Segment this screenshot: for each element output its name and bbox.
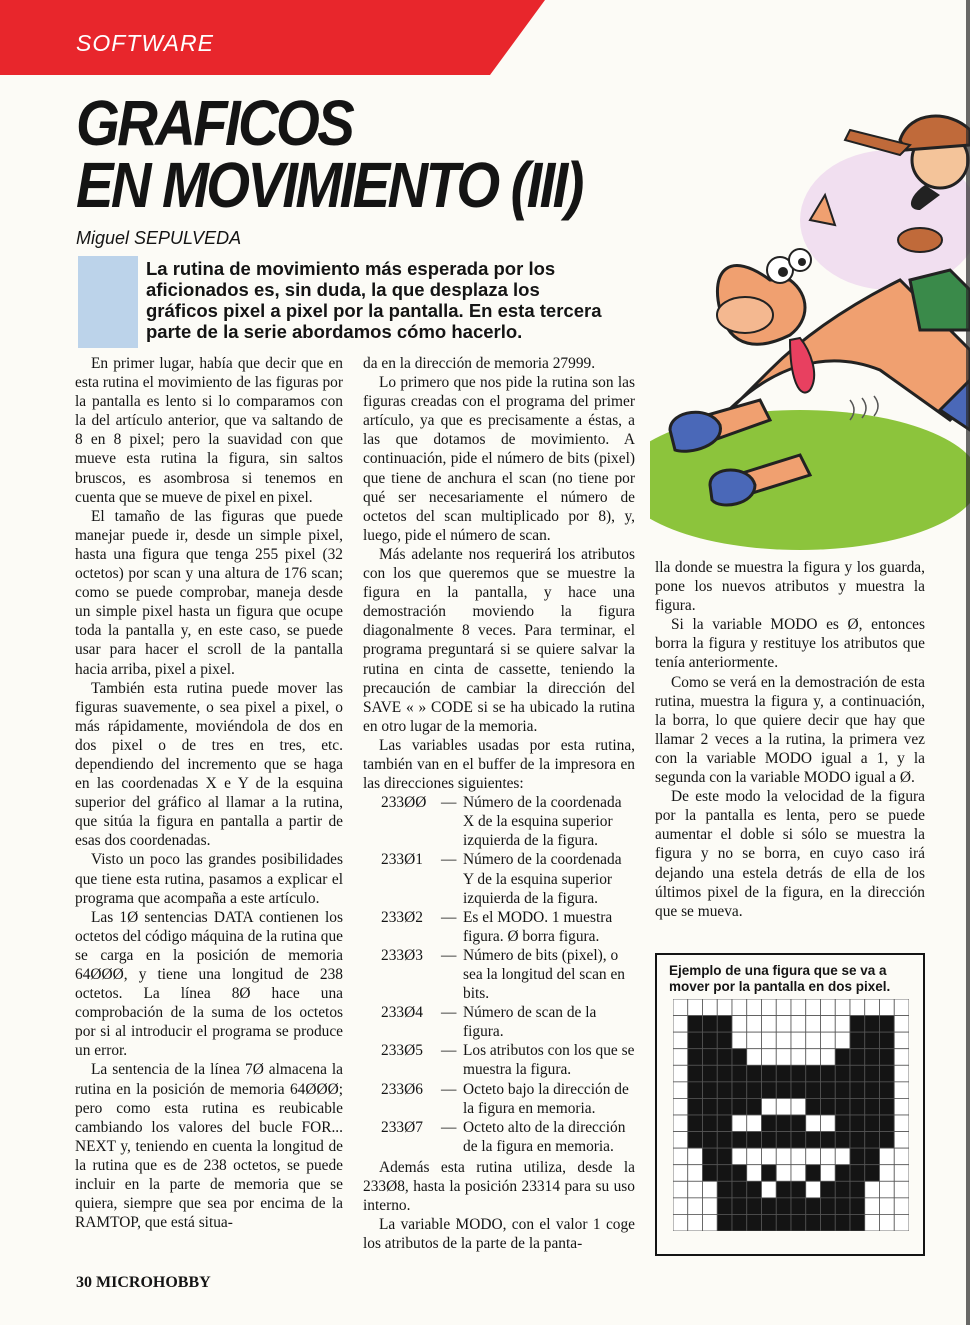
pixel-off — [865, 1198, 880, 1215]
pixel-off — [776, 999, 791, 1016]
pixel-on — [776, 1214, 791, 1231]
pixel-off — [791, 1016, 806, 1033]
pixel-on — [717, 1098, 732, 1115]
pixel-off — [894, 1181, 909, 1198]
pixel-on — [688, 1016, 703, 1033]
pixel-off — [762, 1032, 777, 1049]
lead-accent-bar — [78, 256, 138, 348]
pixel-on — [865, 1032, 880, 1049]
pixel-on — [762, 1115, 777, 1132]
pixel-off — [747, 1148, 762, 1165]
title-line-1: GRAFICOS — [76, 87, 353, 159]
pixel-on — [688, 1115, 703, 1132]
pixel-on — [776, 1082, 791, 1099]
pixel-on — [703, 1032, 718, 1049]
pixel-off — [806, 999, 821, 1016]
pixel-off — [791, 1148, 806, 1165]
pixel-off — [865, 1181, 880, 1198]
variable-address: 233Ø6 — [381, 1080, 423, 1098]
variable-address: 233Ø7 — [381, 1118, 423, 1136]
paragraph: Las 1Ø sentencias DATA contienen los octetos del código máquina de la rutina que se carga en la posición de memoria 64ØØØ, y tiene una longitud de 238 octetos. La línea 8Ø hace una comprobación de la suma de los octetos por si al introducir el programa se produce un error. — [75, 908, 343, 1060]
pixel-on — [880, 1032, 895, 1049]
pixel-off — [762, 1098, 777, 1115]
pixel-off — [688, 1181, 703, 1198]
pixel-off — [806, 1049, 821, 1066]
variable-address: 233Ø5 — [381, 1042, 423, 1060]
pixel-on — [880, 1065, 895, 1082]
variable-description: Número de la coordenada Y de la esquina superior izquierda de la figura. — [463, 851, 622, 907]
pixel-on — [791, 1115, 806, 1132]
pixel-off — [835, 1016, 850, 1033]
pixel-off — [791, 1049, 806, 1066]
pixel-off — [673, 1065, 688, 1082]
pixel-off — [747, 1165, 762, 1182]
variable-item — [381, 946, 635, 1003]
paragraph: La variable MODO, con el valor 1 coge los atributos de la parte de la panta- — [363, 1216, 635, 1253]
pixel-on — [865, 1098, 880, 1115]
pixel-on — [835, 1214, 850, 1231]
pixel-off — [732, 1115, 747, 1132]
pixel-on — [865, 1049, 880, 1066]
pixel-on — [880, 1115, 895, 1132]
paragraph: El tamaño de las figuras que puede manejar puede ir, desde un simple pixel, hasta una figura que tenga 255 pixel (32 octetos) por scan y una altura de 176 scan; como se puede comprobar, maneja desde un simple pixel hasta un figura que ocupe toda la pantalla y, en este caso, se puede usar para hacer el scroll de la pantalla hacia arriba, pixel a pixel. — [75, 507, 343, 678]
variable-address: 233Ø2 — [381, 908, 423, 926]
pixel-on — [717, 1082, 732, 1099]
pixel-off — [747, 1049, 762, 1066]
pixel-off — [776, 1016, 791, 1033]
pixel-off — [673, 1132, 688, 1149]
pixel-on — [703, 1115, 718, 1132]
variable-dash: — — [441, 1004, 457, 1022]
pixel-on — [762, 1082, 777, 1099]
pixel-off — [880, 1148, 895, 1165]
pixel-on — [688, 1098, 703, 1115]
pixel-on — [732, 1049, 747, 1066]
pixel-off — [717, 999, 732, 1016]
variable-address: 233Ø1 — [381, 851, 423, 869]
pixel-off — [732, 1148, 747, 1165]
variable-dash: — — [441, 794, 457, 812]
pixel-off — [821, 1148, 836, 1165]
pixel-on — [762, 1132, 777, 1149]
pixel-off — [894, 1065, 909, 1082]
pixel-on — [776, 1115, 791, 1132]
pixel-on — [835, 1115, 850, 1132]
pixel-on — [791, 1181, 806, 1198]
pixel-on — [688, 1065, 703, 1082]
pixel-off — [673, 1032, 688, 1049]
pixel-off — [673, 1198, 688, 1215]
pixel-on — [865, 1016, 880, 1033]
column-3 — [655, 558, 925, 921]
pixel-on — [835, 1181, 850, 1198]
magazine-name: MICROHOBBY — [96, 1274, 211, 1291]
paragraph: lla donde se muestra la figura y los guarda, pone los nuevos atributos y muestra la figura. — [655, 559, 925, 615]
variable-item — [381, 1003, 635, 1041]
pixel-off — [688, 1214, 703, 1231]
paragraph: En primer lugar, había que decir que en esta rutina el movimiento de las figuras por la pantalla es lento si lo comparamos con la del artículo anterior, que va saltando de 8 en 8 pixel; pero la suavidad con que mueve esta rutina la figura, sin saltos bruscos, es asombrosa si tenemos en cuenta que se mueve de pixel en pixel. — [75, 355, 343, 506]
pixel-off — [806, 1032, 821, 1049]
pixel-off — [703, 999, 718, 1016]
paragraph: También esta rutina puede mover las figuras suavemente, o sea pixel a pixel, o más rápidamente, moviéndola de dos en dos pixel o de tres en tres, etc. dependiendo del incremento que se haga en las coordenadas X e Y de la esquina superior del gráfico al llamar a la rutina, que sitúa la figura en pantalla a partir de esas dos coordenadas. — [75, 679, 343, 850]
pixel-on — [703, 1016, 718, 1033]
pixel-on — [821, 1098, 836, 1115]
variable-dash: — — [441, 946, 457, 964]
pixel-on — [717, 1016, 732, 1033]
paragraph: De este modo la velocidad de la figura por la pantalla es lenta, pero se puede aumentar el doble si sólo se muestra la figura y no se borra, en cuyo caso irá dejando una estela detrás de ella de los últimos pixel de la figura, en la dirección que se mueva. — [655, 788, 925, 920]
pixel-on — [791, 1214, 806, 1231]
pixel-off — [791, 1165, 806, 1182]
pixel-off — [821, 999, 836, 1016]
pixel-on — [776, 1065, 791, 1082]
pixel-off — [894, 1032, 909, 1049]
pixel-off — [880, 1198, 895, 1215]
pixel-on — [850, 1148, 865, 1165]
variable-dash: — — [441, 908, 457, 926]
pixel-off — [821, 1049, 836, 1066]
pixel-on — [865, 1148, 880, 1165]
variable-description: Octeto bajo la dirección de la figura en memoria. — [463, 1080, 629, 1117]
pixel-off — [865, 1214, 880, 1231]
paragraph: Más adelante nos requerirá los atributos con los que queremos que se muestre la figura en la pantalla, y hace una demostración moviendo la figura diagonalmente 8 veces. Para terminar, el programa preguntará si se quiere salvar la rutina en cinta de cassette, teniendo la precaución de cambiar la dirección del SAVE « » CODE si se ha ubicado la rutina en otro lugar de la memoria. — [363, 545, 635, 735]
pixel-on — [806, 1132, 821, 1149]
pixel-on — [747, 1065, 762, 1082]
pixel-off — [835, 999, 850, 1016]
pixel-off — [776, 1098, 791, 1115]
pixel-off — [747, 999, 762, 1016]
pixel-off — [791, 999, 806, 1016]
pixel-off — [894, 1098, 909, 1115]
column-1 — [75, 354, 343, 1232]
pixel-off — [703, 1198, 718, 1215]
pixel-on — [747, 1198, 762, 1215]
pixel-off — [894, 1148, 909, 1165]
pixel-on — [880, 1016, 895, 1033]
section-label: SOFTWARE — [76, 30, 214, 56]
paragraph: Además esta rutina utiliza, desde la 233Ø8, hasta la posición 23314 para su uso interno. — [363, 1158, 635, 1215]
pixel-off — [894, 1198, 909, 1215]
pixel-on — [850, 1214, 865, 1231]
variable-item — [381, 793, 635, 850]
pixel-grid — [673, 999, 909, 1231]
pixel-on — [835, 1049, 850, 1066]
pixel-on — [850, 1132, 865, 1149]
variable-description: Número de bits (pixel), o sea la longitud del scan en bits. — [463, 946, 625, 1003]
pixel-off — [880, 1214, 895, 1231]
pixel-off — [821, 1165, 836, 1182]
pixel-off — [703, 1181, 718, 1198]
variable-item — [381, 1118, 635, 1156]
pixel-on — [703, 1065, 718, 1082]
pixel-off — [673, 1148, 688, 1165]
pixel-on — [762, 1065, 777, 1082]
pixel-off — [703, 1214, 718, 1231]
pixel-off — [732, 999, 747, 1016]
pixel-on — [880, 1049, 895, 1066]
pixel-on — [703, 1165, 718, 1182]
paragraph: da en la dirección de memoria 27999. — [363, 355, 596, 372]
pixel-off — [776, 1148, 791, 1165]
pixel-off — [688, 1165, 703, 1182]
variable-dash: — — [441, 851, 457, 869]
pixel-off — [776, 1165, 791, 1182]
pixel-off — [821, 1115, 836, 1132]
pixel-on — [762, 1198, 777, 1215]
pixel-off — [791, 1098, 806, 1115]
variable-item — [381, 1041, 635, 1079]
pixel-off — [894, 1082, 909, 1099]
pixel-on — [835, 1132, 850, 1149]
pixel-on — [821, 1132, 836, 1149]
paragraph: Lo primero que nos pide la rutina son las figuras creadas con el programa del primer artículo, ya que es precisamente a éstas, a las que dotamos de movimiento. A continuación, pide el número de bits (pixel) que tiene de anchura el scan (no tiene por qué ser necesariamente el número de octetos del scan multiplicado por 8), y, luego, pide el número de scan. — [363, 374, 635, 544]
page-footer — [76, 1274, 211, 1292]
pixel-on — [821, 1181, 836, 1198]
pixel-off — [673, 1016, 688, 1033]
pixel-on — [747, 1082, 762, 1099]
pixel-on — [835, 1198, 850, 1215]
pixel-on — [850, 1065, 865, 1082]
pixel-on — [776, 1132, 791, 1149]
page-edge — [966, 0, 970, 1325]
pixel-on — [703, 1049, 718, 1066]
article-author: Miguel SEPULVEDA — [76, 228, 242, 248]
pixel-off — [688, 999, 703, 1016]
pixel-on — [732, 1082, 747, 1099]
paragraph: Como se verá en la demostración de esta rutina, muestra la figura y, a continuación, la borra, lo que quiere decir que hay que llamar 2 veces a la rutina, la primera vez con la variable MODO igual a 1, y la segunda con la variable MODO igual a Ø. — [655, 673, 925, 787]
pixel-on — [821, 1082, 836, 1099]
pixel-on — [732, 1214, 747, 1231]
pixel-off — [673, 1049, 688, 1066]
pixel-on — [703, 1082, 718, 1099]
pixel-off — [894, 1016, 909, 1033]
variable-dash: — — [441, 1080, 457, 1098]
pixel-off — [762, 1049, 777, 1066]
pixel-on — [776, 1181, 791, 1198]
pixel-on — [791, 1132, 806, 1149]
pixel-on — [732, 1132, 747, 1149]
pixel-on — [703, 1098, 718, 1115]
pixel-on — [688, 1032, 703, 1049]
pixel-off — [673, 1082, 688, 1099]
pixel-off — [673, 999, 688, 1016]
pixel-off — [747, 1032, 762, 1049]
variable-dash: — — [441, 1118, 457, 1136]
pixel-on — [732, 1065, 747, 1082]
pixel-off — [673, 1115, 688, 1132]
pixel-on — [717, 1181, 732, 1198]
pixel-on — [806, 1065, 821, 1082]
variable-description: Octeto alto de la dirección de la figura en memoria. — [463, 1118, 626, 1155]
pixel-off — [894, 999, 909, 1016]
pixel-off — [865, 999, 880, 1016]
variable-description: Los atributos con los que se muestra la figura. — [463, 1042, 635, 1079]
variable-item — [381, 1080, 635, 1118]
pixel-on — [850, 1082, 865, 1099]
pixel-on — [717, 1115, 732, 1132]
paragraph: Si la variable MODO es Ø, entonces borra la figura y restituye los atributos que tenía anteriormente. — [655, 616, 925, 672]
pixel-off — [747, 1115, 762, 1132]
pixel-on — [703, 1132, 718, 1149]
pixel-on — [717, 1148, 732, 1165]
pixel-on — [791, 1082, 806, 1099]
pixel-off — [821, 1032, 836, 1049]
pixel-on — [865, 1165, 880, 1182]
pixel-on — [762, 1165, 777, 1182]
pixel-off — [894, 1165, 909, 1182]
pixel-on — [806, 1214, 821, 1231]
pixel-on — [732, 1181, 747, 1198]
pixel-off — [806, 1148, 821, 1165]
variable-address: 233ØØ — [381, 794, 427, 812]
pixel-on — [688, 1132, 703, 1149]
pixel-figure-box — [655, 953, 925, 1256]
pixel-off — [688, 1198, 703, 1215]
pixel-on — [762, 1214, 777, 1231]
pixel-off — [688, 1148, 703, 1165]
pixel-on — [835, 1082, 850, 1099]
variable-item — [381, 850, 635, 907]
pixel-on — [747, 1098, 762, 1115]
pixel-off — [880, 999, 895, 1016]
pixel-off — [762, 999, 777, 1016]
pixel-on — [850, 1115, 865, 1132]
pixel-off — [880, 1165, 895, 1182]
pixel-on — [717, 1065, 732, 1082]
pixel-on — [865, 1065, 880, 1082]
pixel-off — [806, 1181, 821, 1198]
pixel-on — [791, 1065, 806, 1082]
article-lead: La rutina de movimiento más esperada por los aficionados es, sin duda, la que desplaza los gráficos pixel a pixel por la pantalla. En esta tercera parte de la serie abordamos cómo hacerlo. — [146, 258, 602, 342]
pixel-on — [835, 1165, 850, 1182]
variable-description: Número de scan de la figura. — [463, 1004, 597, 1041]
pixel-off — [776, 1032, 791, 1049]
figure-caption: Ejemplo de una figura que se va a mover por la pantalla en dos pixel. — [669, 963, 891, 994]
pixel-on — [850, 1049, 865, 1066]
pixel-on — [717, 1032, 732, 1049]
pixel-on — [776, 1198, 791, 1215]
page-number: 30 — [76, 1274, 92, 1291]
pixel-off — [894, 1132, 909, 1149]
pixel-off — [806, 1016, 821, 1033]
pixel-on — [806, 1165, 821, 1182]
pixel-on — [732, 1198, 747, 1215]
pixel-off — [880, 1181, 895, 1198]
pixel-on — [850, 1016, 865, 1033]
pixel-off — [673, 1165, 688, 1182]
pixel-on — [821, 1214, 836, 1231]
pixel-on — [835, 1065, 850, 1082]
paragraph: La sentencia de la línea 7Ø almacena la rutina en la posición de memoria 64ØØØ; pero como esta rutina es reubicable cambiando los valores del bucle FOR... NEXT y, teniendo en cuenta la longitud de la rutina que es de 238 octetos, se puede incluir en la parte de memoria que se quiera, siempre que sea por encima de la RAMTOP, que está situa- — [75, 1061, 343, 1232]
pixel-on — [703, 1148, 718, 1165]
pixel-on — [821, 1198, 836, 1215]
pixel-off — [806, 1115, 821, 1132]
pixel-off — [747, 1016, 762, 1033]
pixel-on — [806, 1198, 821, 1215]
pixel-on — [806, 1098, 821, 1115]
pixel-on — [717, 1132, 732, 1149]
pixel-on — [850, 1198, 865, 1215]
pixel-off — [732, 1016, 747, 1033]
pixel-off — [894, 1049, 909, 1066]
pixel-on — [835, 1098, 850, 1115]
pixel-on — [806, 1082, 821, 1099]
variable-item — [381, 908, 635, 946]
pixel-on — [688, 1082, 703, 1099]
pixel-off — [791, 1032, 806, 1049]
pixel-on — [880, 1082, 895, 1099]
variable-address: 233Ø4 — [381, 1004, 423, 1022]
pixel-on — [747, 1181, 762, 1198]
paragraph: Visto un poco las grandes posibilidades que tiene esta rutina, pasamos a explicar el programa que acompaña a este artículo. — [75, 851, 343, 907]
article-title — [76, 87, 582, 221]
paragraph: Las variables usadas por esta rutina, también van en el buffer de la impresora en las direcciones siguientes: — [363, 736, 635, 793]
pixel-on — [717, 1198, 732, 1215]
column-2 — [363, 354, 635, 1253]
pixel-off — [894, 1115, 909, 1132]
variable-description: Es el MODO. 1 muestra figura. Ø borra figura. — [463, 908, 613, 945]
pixel-on — [865, 1132, 880, 1149]
pixel-on — [717, 1165, 732, 1182]
pixel-on — [850, 1165, 865, 1182]
pixel-on — [747, 1214, 762, 1231]
pixel-off — [673, 1098, 688, 1115]
title-line-2: EN MOVIMIENTO (III) — [76, 149, 582, 221]
variable-address: 233Ø3 — [381, 946, 423, 964]
pixel-on — [791, 1198, 806, 1215]
pixel-on — [865, 1115, 880, 1132]
pixel-on — [732, 1165, 747, 1182]
pixel-off — [732, 1032, 747, 1049]
pixel-on — [688, 1049, 703, 1066]
pixel-on — [850, 1098, 865, 1115]
pixel-off — [776, 1049, 791, 1066]
variable-list — [363, 793, 635, 1156]
pixel-off — [835, 1148, 850, 1165]
pixel-on — [747, 1132, 762, 1149]
pixel-on — [865, 1082, 880, 1099]
pixel-on — [880, 1098, 895, 1115]
pixel-on — [880, 1132, 895, 1149]
pixel-off — [835, 1032, 850, 1049]
pixel-off — [762, 1181, 777, 1198]
pixel-on — [732, 1098, 747, 1115]
pixel-off — [673, 1181, 688, 1198]
horse-rider-illustration — [650, 100, 970, 560]
pixel-off — [762, 1016, 777, 1033]
pixel-on — [821, 1065, 836, 1082]
pixel-off — [821, 1016, 836, 1033]
variable-dash: — — [441, 1042, 457, 1060]
pixel-on — [850, 1181, 865, 1198]
pixel-on — [717, 1049, 732, 1066]
pixel-off — [894, 1214, 909, 1231]
pixel-off — [850, 999, 865, 1016]
pixel-off — [762, 1148, 777, 1165]
variable-description: Número de la coordenada X de la esquina superior izquierda de la figura. — [463, 794, 622, 850]
pixel-on — [850, 1032, 865, 1049]
pixel-on — [717, 1214, 732, 1231]
pixel-off — [673, 1214, 688, 1231]
